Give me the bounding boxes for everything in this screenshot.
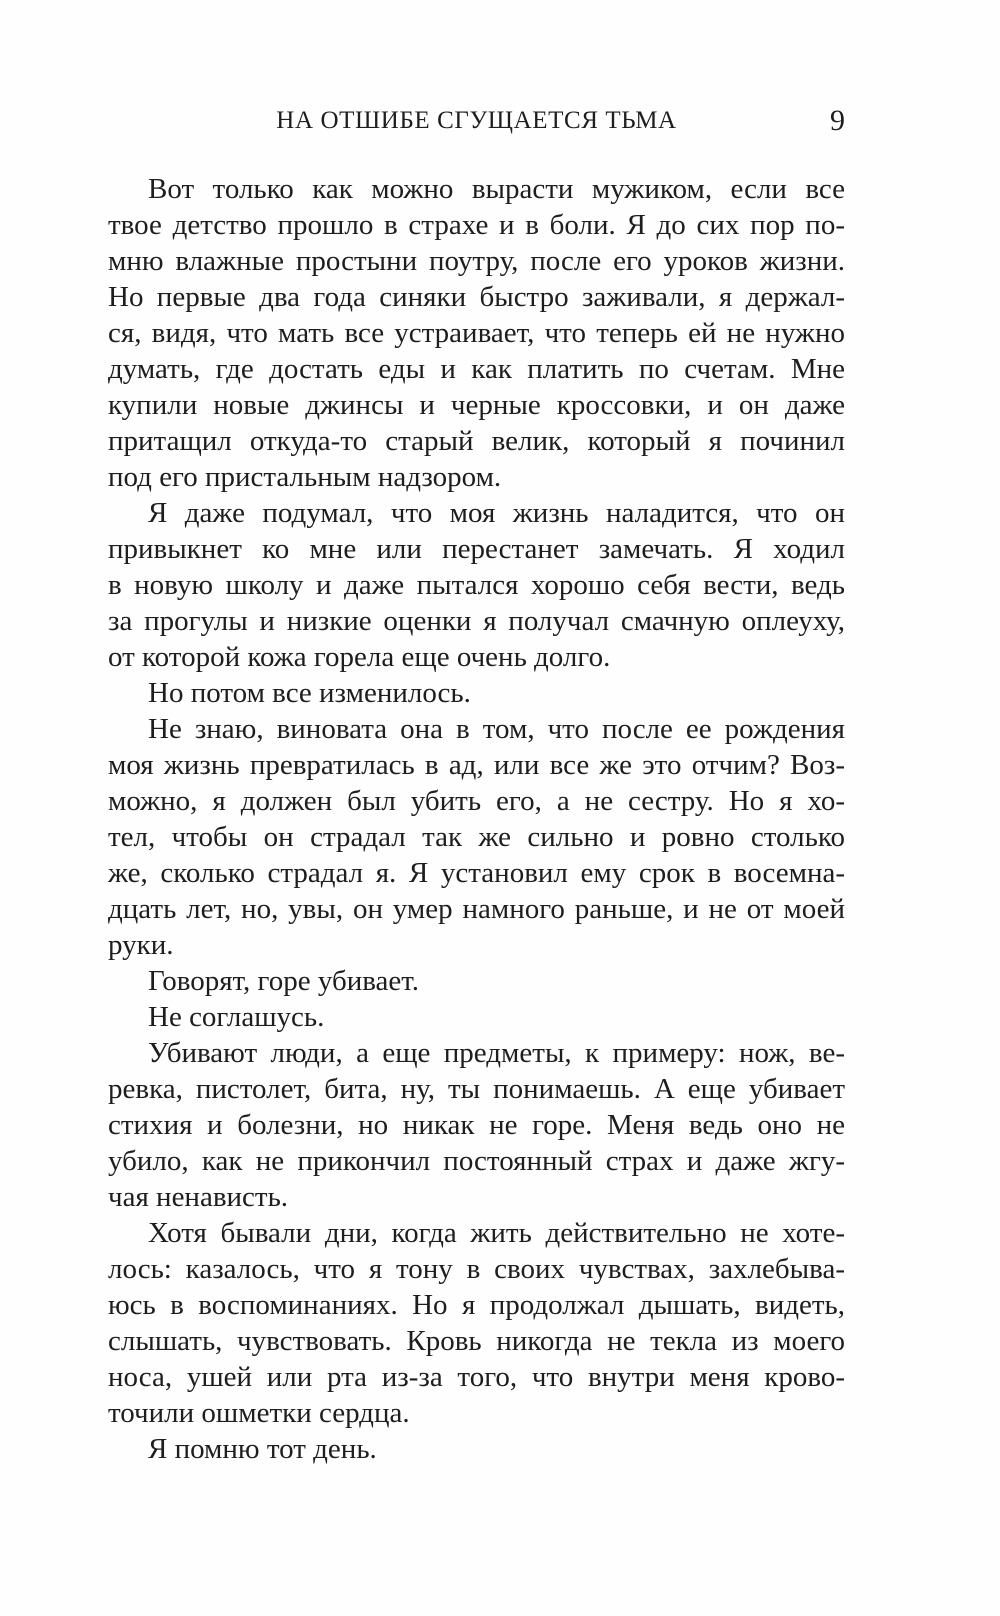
text-line: Хотя бывали дни, когда жить действительно не хоте-: [148, 1217, 845, 1249]
running-head-title: НА ОТШИБЕ СГУЩАЕТСЯ ТЬМА: [276, 107, 677, 134]
text-line: слышать, чувствовать. Кровь никогда не текла из моего: [108, 1325, 845, 1357]
text-line: думать, где достать еды и как платить по счетам. Мне: [108, 353, 845, 385]
text-line: точили ошметки сердца.: [108, 1397, 410, 1429]
text-line: тел, чтобы он страдал так же сильно и ровно столько: [108, 821, 845, 853]
text-line: дцать лет, но, увы, он умер намного раньше, и не от моей: [108, 893, 845, 925]
text-line: стихия и болезни, но никак не горе. Меня ведь оно не: [108, 1109, 845, 1141]
text-line: убило, как не прикончил постоянный страх и даже жгу-: [108, 1145, 845, 1177]
text-line: под его пристальным надзором.: [108, 461, 502, 493]
text-line: Не знаю, виновата она в том, что после ее рождения: [148, 713, 845, 745]
text-line: чая ненависть.: [108, 1181, 289, 1213]
body-text: [108, 171, 845, 1467]
text-line: моя жизнь превратилась в ад, или все же это отчим? Воз-: [108, 749, 845, 781]
text-line: за прогулы и низкие оценки я получал смачную оплеуху,: [108, 605, 845, 637]
text-line: Я помню тот день.: [148, 1433, 377, 1465]
page-header: [108, 103, 845, 139]
text-line: руки.: [108, 929, 174, 961]
text-line: мню влажные простыни поутру, после его уроков жизни.: [108, 245, 845, 277]
text-line: в новую школу и даже пытался хорошо себя вести, ведь: [108, 569, 845, 601]
text-line: Говорят, горе убивает.: [148, 965, 420, 997]
text-line: лось: казалось, что я тону в своих чувствах, захлебыва-: [108, 1253, 845, 1285]
text-line: от которой кожа горела еще очень долго.: [108, 641, 611, 673]
text-line: купили новые джинсы и черные кроссовки, и он даже: [108, 389, 845, 421]
text-line: ревка, пистолет, бита, ну, ты понимаешь. А еще убивает: [108, 1073, 845, 1105]
page-number: 9: [830, 104, 845, 137]
text-line: юсь в воспоминаниях. Но я продолжал дышать, видеть,: [108, 1289, 845, 1321]
text-line: твое детство прошло в страхе и в боли. Я до сих пор по-: [108, 209, 845, 241]
text-line: же, сколько страдал я. Я установил ему срок в восемна-: [108, 857, 845, 889]
text-line: Не соглашусь.: [148, 1001, 325, 1033]
text-line: Но потом все изменилось.: [148, 677, 471, 709]
text-line: Я даже подумал, что моя жизнь наладится, что он: [148, 497, 845, 529]
text-line: привыкнет ко мне или перестанет замечать. Я ходил: [108, 533, 845, 565]
text-line: можно, я должен был убить его, а не сестру. Но я хо-: [108, 785, 845, 817]
text-line: Но первые два года синяки быстро заживали, я держал-: [108, 281, 845, 313]
text-line: Убивают люди, а еще предметы, к примеру: нож, ве-: [148, 1037, 845, 1069]
text-line: Вот только как можно вырасти мужиком, если все: [148, 173, 845, 205]
text-line: ся, видя, что мать все устраивает, что теперь ей не нужно: [108, 317, 845, 349]
text-line: носа, ушей или рта из-за того, что внутри меня крово-: [108, 1361, 845, 1393]
text-line: притащил откуда-то старый велик, который я починил: [108, 425, 845, 457]
